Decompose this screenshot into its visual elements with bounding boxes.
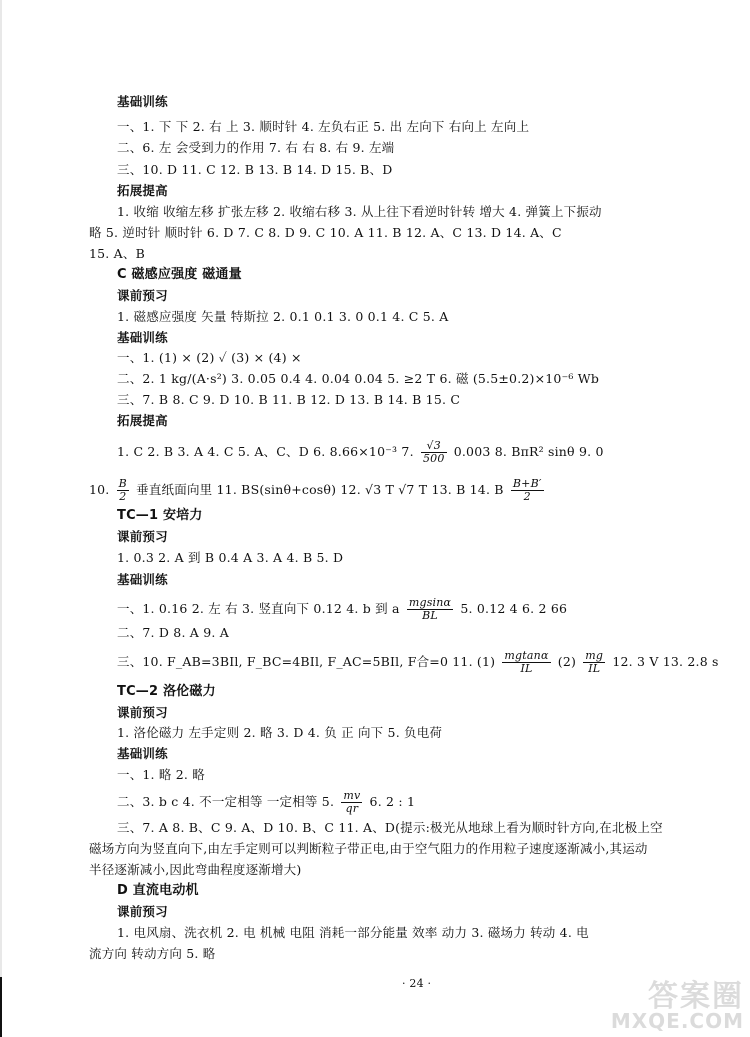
fraction-denominator: 2 xyxy=(523,490,531,503)
answer-line: 流方向 转动方向 5. 略 xyxy=(89,946,216,961)
heading-basic-training: 基础训练 xyxy=(117,330,168,345)
answer-text: 垂直纸面向里 11. BS(sinθ+cosθ) 12. √3 T √7 T 13. B 14. B xyxy=(136,482,504,497)
answer-line-with-fraction xyxy=(117,790,415,815)
heading-basic-training: 基础训练 xyxy=(117,572,168,587)
fraction xyxy=(583,650,605,675)
answer-line-with-fraction xyxy=(117,440,604,465)
fraction-denominator: BL xyxy=(422,609,438,622)
section-title: C 磁感应强度 磁通量 xyxy=(117,267,242,282)
fraction xyxy=(407,597,453,622)
fraction-numerator: mgsinα xyxy=(408,596,452,609)
heading-preview: 课前预习 xyxy=(117,705,168,720)
answer-line: 三、10. D 11. C 12. B 13. B 14. D 15. B、D xyxy=(117,162,393,177)
answer-line: 三、7. B 8. C 9. D 10. B 11. B 12. D 13. B 14. B 15. C xyxy=(117,392,461,407)
answer-line-with-fraction xyxy=(117,597,567,622)
fraction-denominator: qr xyxy=(345,802,359,815)
answer-line: 二、6. 左 会受到力的作用 7. 右 右 8. 右 9. 左端 xyxy=(117,140,395,155)
section-title: TC—1 安培力 xyxy=(117,508,203,523)
watermark-logo xyxy=(569,971,744,1033)
answer-line-with-fraction xyxy=(89,478,547,503)
answer-line: 15. A、B xyxy=(89,246,145,261)
answer-text: 二、3. b c 4. 不一定相等 一定相等 5. xyxy=(117,794,335,809)
fraction xyxy=(341,790,362,815)
watermark-text-bottom: MXQE.COM xyxy=(610,1009,744,1033)
answer-text: 5. 0.12 4 6. 2 66 xyxy=(460,601,568,616)
fraction-denominator: IL xyxy=(520,662,533,675)
fraction-numerator: mv xyxy=(343,789,361,802)
answer-line: 一、1. 略 2. 略 xyxy=(117,767,205,782)
fraction xyxy=(511,478,544,503)
answer-text: (2) xyxy=(557,654,577,669)
fraction-denominator: IL xyxy=(588,662,601,675)
heading-preview: 课前预习 xyxy=(117,288,168,303)
answer-text: 0.003 8. BπR² sinθ 9. 0 xyxy=(453,444,604,459)
answer-line: 略 5. 逆时针 顺时针 6. D 7. C 8. D 9. C 10. A 11. B 12. A、C 13. D 14. A、C xyxy=(89,225,562,240)
answer-text: 10. xyxy=(89,482,110,497)
section-title: TC—2 洛伦磁力 xyxy=(117,684,216,699)
fraction xyxy=(421,440,447,465)
answer-text: 6. 2 : 1 xyxy=(369,794,416,809)
answer-line: 半径逐渐减小,因此弯曲程度逐渐增大) xyxy=(89,862,302,877)
fraction-numerator: B xyxy=(118,477,127,490)
answer-line: 1. 电风扇、洗衣机 2. 电 机械 电阻 消耗一部分能量 效率 动力 3. 磁场力 转动 4. 电 xyxy=(117,925,589,940)
fraction-numerator: B+B′ xyxy=(512,477,542,490)
fraction xyxy=(502,650,550,675)
fraction xyxy=(117,478,129,503)
answer-line: 三、7. A 8. B、C 9. A、D 10. B、C 11. A、D(提示:极光从地球上看为顺时针方向,在北极上空 xyxy=(117,820,663,835)
fraction-denominator: 500 xyxy=(422,452,445,465)
answer-line: 1. 0.3 2. A 到 B 0.4 A 3. A 4. B 5. D xyxy=(117,550,344,565)
heading-preview: 课前预习 xyxy=(117,904,168,919)
answer-line: 一、1. (1) × (2) ✓ (3) × (4) × xyxy=(117,350,302,365)
answer-text: 三、10. F_AB=3BIl, F_BC=4BIl, F_AC=5BIl, F合=0 11. (1) xyxy=(117,654,496,669)
answer-line: 二、7. D 8. A 9. A xyxy=(117,625,229,640)
page-number: · 24 · xyxy=(402,977,432,990)
answer-line: 磁场方向为竖直向下,由左手定则可以判断粒子带正电,由于空气阻力的作用粒子速度逐渐减小,其运动 xyxy=(89,841,648,856)
scan-edge xyxy=(0,0,2,1037)
answer-line: 二、2. 1 kg/(A·s²) 3. 0.05 0.4 4. 0.04 0.04 5. ≥2 T 6. 磁 (5.5±0.2)×10⁻⁶ Wb xyxy=(117,371,600,386)
answer-text: 12. 3 V 13. 2.8 s xyxy=(612,654,719,669)
fraction-numerator: mgtanα xyxy=(504,649,549,662)
answer-text: 1. C 2. B 3. A 4. C 5. A、C、D 6. 8.66×10⁻³ 7. xyxy=(117,444,414,459)
heading-basic-training: 基础训练 xyxy=(117,746,168,761)
heading-extension: 拓展提高 xyxy=(117,183,168,198)
answer-text: 一、1. 0.16 2. 左 右 3. 竖直向下 0.12 4. b 到 a xyxy=(117,601,400,616)
section-title: D 直流电动机 xyxy=(117,883,199,898)
heading-preview: 课前预习 xyxy=(117,529,168,544)
heading-basic-training: 基础训练 xyxy=(117,94,168,109)
answer-line: 1. 磁感应强度 矢量 特斯拉 2. 0.1 0.1 3. 0 0.1 4. C 5. A xyxy=(117,309,449,324)
answer-line-with-fraction xyxy=(117,650,719,675)
answer-line: 1. 收缩 收缩左移 扩张左移 2. 收缩右移 3. 从上往下看逆时针转 增大 4. 弹簧上下振动 xyxy=(117,204,602,219)
fraction-numerator: mg xyxy=(585,649,604,662)
binding-mark xyxy=(0,977,2,1037)
answer-line: 1. 洛伦磁力 左手定则 2. 略 3. D 4. 负 正 向下 5. 负电荷 xyxy=(117,725,443,740)
fraction-numerator: √3 xyxy=(421,440,447,453)
fraction-denominator: 2 xyxy=(119,490,127,503)
answer-line: 一、1. 下 下 2. 右 上 3. 顺时针 4. 左负右正 5. 出 左向下 右向上 左向上 xyxy=(117,119,530,134)
heading-extension: 拓展提高 xyxy=(117,413,168,428)
watermark-text-top: 答案圈 xyxy=(648,979,744,1014)
